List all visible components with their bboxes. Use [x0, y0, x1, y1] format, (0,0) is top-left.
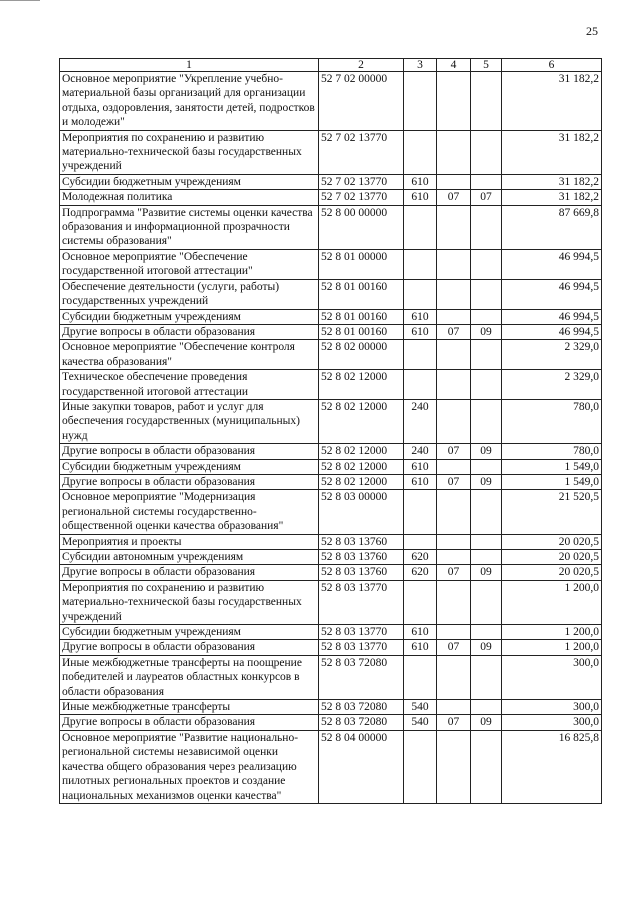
- row-expense-type-cell: [404, 279, 437, 309]
- row-subsection-cell: 09: [471, 640, 502, 655]
- row-code-cell: 52 8 01 00160: [319, 309, 404, 324]
- row-name-cell: Другие вопросы в области образования: [60, 324, 319, 339]
- row-code-cell: 52 8 03 13760: [319, 550, 404, 565]
- row-expense-type-cell: 240: [404, 444, 437, 459]
- row-expense-type-cell: 610: [404, 625, 437, 640]
- row-expense-type-cell: 610: [404, 474, 437, 489]
- column-header-3: 3: [404, 59, 437, 72]
- row-subsection-cell: [471, 205, 502, 249]
- row-amount-cell: 20 020,5: [502, 534, 602, 549]
- row-name-cell: Другие вопросы в области образования: [60, 565, 319, 580]
- row-section-cell: [437, 730, 471, 803]
- row-name-cell: Молодежная политика: [60, 190, 319, 205]
- row-subsection-cell: 09: [471, 444, 502, 459]
- table-row: [60, 550, 602, 565]
- row-name-cell: Техническое обеспечение проведения государственной итоговой аттестации: [60, 370, 319, 400]
- table-row: [60, 715, 602, 730]
- row-name-cell: Другие вопросы в области образования: [60, 444, 319, 459]
- row-amount-cell: 20 020,5: [502, 550, 602, 565]
- table-row: [60, 580, 602, 624]
- row-code-cell: 52 8 02 12000: [319, 444, 404, 459]
- row-amount-cell: 20 020,5: [502, 565, 602, 580]
- row-code-cell: 52 7 02 13770: [319, 130, 404, 174]
- row-name-cell: Субсидии бюджетным учреждениям: [60, 309, 319, 324]
- row-subsection-cell: 09: [471, 324, 502, 339]
- row-section-cell: [437, 340, 471, 370]
- row-code-cell: 52 8 01 00160: [319, 324, 404, 339]
- table-row: [60, 190, 602, 205]
- row-subsection-cell: [471, 490, 502, 534]
- row-code-cell: 52 8 00 00000: [319, 205, 404, 249]
- row-amount-cell: 16 825,8: [502, 730, 602, 803]
- row-subsection-cell: [471, 370, 502, 400]
- row-amount-cell: 1 200,0: [502, 625, 602, 640]
- row-amount-cell: 780,0: [502, 444, 602, 459]
- row-subsection-cell: [471, 700, 502, 715]
- row-subsection-cell: [471, 399, 502, 443]
- row-subsection-cell: [471, 655, 502, 699]
- row-code-cell: 52 8 02 12000: [319, 399, 404, 443]
- row-name-cell: Мероприятия и проекты: [60, 534, 319, 549]
- row-expense-type-cell: [404, 534, 437, 549]
- row-section-cell: 07: [437, 190, 471, 205]
- row-subsection-cell: [471, 279, 502, 309]
- row-name-cell: Субсидии бюджетным учреждениям: [60, 625, 319, 640]
- row-expense-type-cell: [404, 490, 437, 534]
- row-code-cell: 52 8 02 12000: [319, 474, 404, 489]
- row-section-cell: [437, 534, 471, 549]
- budget-table: [59, 58, 602, 804]
- table-row: [60, 459, 602, 474]
- table-body: [60, 72, 602, 804]
- row-code-cell: 52 8 03 72080: [319, 700, 404, 715]
- row-code-cell: 52 8 02 12000: [319, 370, 404, 400]
- row-name-cell: Основное мероприятие "Укрепление учебно-материальной базы организаций для организации отдыха, оздоровления, занятости детей, подростков и молодежи": [60, 72, 319, 131]
- row-expense-type-cell: [404, 730, 437, 803]
- table-row: [60, 249, 602, 279]
- row-name-cell: Иные межбюджетные трансферты: [60, 700, 319, 715]
- row-subsection-cell: [471, 309, 502, 324]
- row-section-cell: 07: [437, 444, 471, 459]
- column-header-1: 1: [60, 59, 319, 72]
- row-expense-type-cell: [404, 370, 437, 400]
- table-header-row: [60, 59, 602, 72]
- row-code-cell: 52 7 02 00000: [319, 72, 404, 131]
- row-section-cell: [437, 130, 471, 174]
- column-header-2: 2: [319, 59, 404, 72]
- row-expense-type-cell: [404, 249, 437, 279]
- row-amount-cell: 2 329,0: [502, 370, 602, 400]
- row-amount-cell: 46 994,5: [502, 324, 602, 339]
- scan-edge-line: [0, 0, 40, 1]
- row-subsection-cell: [471, 72, 502, 131]
- row-code-cell: 52 8 02 12000: [319, 459, 404, 474]
- row-subsection-cell: [471, 550, 502, 565]
- row-name-cell: Подпрограмма "Развитие системы оценки качества образования и информационной прозрачности системы образования": [60, 205, 319, 249]
- row-code-cell: 52 8 03 72080: [319, 655, 404, 699]
- row-code-cell: 52 8 03 13760: [319, 534, 404, 549]
- row-expense-type-cell: 610: [404, 640, 437, 655]
- row-subsection-cell: [471, 249, 502, 279]
- row-amount-cell: 46 994,5: [502, 249, 602, 279]
- row-expense-type-cell: 610: [404, 459, 437, 474]
- table-row: [60, 324, 602, 339]
- table-row: [60, 655, 602, 699]
- row-section-cell: 07: [437, 474, 471, 489]
- row-section-cell: [437, 550, 471, 565]
- table-row: [60, 279, 602, 309]
- row-expense-type-cell: 540: [404, 700, 437, 715]
- row-name-cell: Субсидии бюджетным учреждениям: [60, 459, 319, 474]
- row-section-cell: [437, 459, 471, 474]
- row-amount-cell: 31 182,2: [502, 190, 602, 205]
- row-subsection-cell: 09: [471, 715, 502, 730]
- row-expense-type-cell: 610: [404, 324, 437, 339]
- row-section-cell: [437, 174, 471, 189]
- table-row: [60, 640, 602, 655]
- row-amount-cell: 1 200,0: [502, 580, 602, 624]
- row-amount-cell: 300,0: [502, 655, 602, 699]
- row-name-cell: Другие вопросы в области образования: [60, 640, 319, 655]
- row-section-cell: [437, 309, 471, 324]
- table-row: [60, 444, 602, 459]
- row-amount-cell: 780,0: [502, 399, 602, 443]
- row-name-cell: Мероприятия по сохранению и развитию материально-технической базы государственных учреждений: [60, 130, 319, 174]
- row-amount-cell: 21 520,5: [502, 490, 602, 534]
- row-subsection-cell: [471, 580, 502, 624]
- row-expense-type-cell: [404, 130, 437, 174]
- row-name-cell: Иные межбюджетные трансферты на поощрение победителей и лауреатов областных конкурсов в области образования: [60, 655, 319, 699]
- row-name-cell: Субсидии автономным учреждениям: [60, 550, 319, 565]
- table-row: [60, 72, 602, 131]
- row-expense-type-cell: 620: [404, 550, 437, 565]
- row-amount-cell: 300,0: [502, 700, 602, 715]
- row-section-cell: 07: [437, 640, 471, 655]
- row-name-cell: Другие вопросы в области образования: [60, 715, 319, 730]
- row-section-cell: [437, 370, 471, 400]
- row-name-cell: Мероприятия по сохранению и развитию материально-технической базы государственных учреждений: [60, 580, 319, 624]
- row-amount-cell: 1 549,0: [502, 459, 602, 474]
- row-amount-cell: 31 182,2: [502, 72, 602, 131]
- row-amount-cell: 1 200,0: [502, 640, 602, 655]
- row-expense-type-cell: [404, 655, 437, 699]
- row-subsection-cell: [471, 625, 502, 640]
- row-subsection-cell: [471, 459, 502, 474]
- row-name-cell: Субсидии бюджетным учреждениям: [60, 174, 319, 189]
- page-number: 25: [586, 24, 598, 38]
- row-subsection-cell: 09: [471, 565, 502, 580]
- row-code-cell: 52 7 02 13770: [319, 174, 404, 189]
- row-subsection-cell: [471, 340, 502, 370]
- row-name-cell: Основное мероприятие "Обеспечение контроля качества образования": [60, 340, 319, 370]
- row-subsection-cell: [471, 730, 502, 803]
- row-code-cell: 52 8 03 13770: [319, 580, 404, 624]
- row-amount-cell: 300,0: [502, 715, 602, 730]
- table-row: [60, 534, 602, 549]
- row-section-cell: 07: [437, 715, 471, 730]
- table-row: [60, 205, 602, 249]
- row-name-cell: Другие вопросы в области образования: [60, 474, 319, 489]
- row-section-cell: [437, 72, 471, 131]
- column-header-4: 4: [437, 59, 471, 72]
- table-row: [60, 565, 602, 580]
- row-subsection-cell: [471, 130, 502, 174]
- row-section-cell: [437, 700, 471, 715]
- row-section-cell: [437, 490, 471, 534]
- row-name-cell: Основное мероприятие "Развитие национально-региональной системы независимой оценки качества общего образования через реализацию пилотных региональных проектов и создание национальных механизмов оценки качества": [60, 730, 319, 803]
- row-expense-type-cell: [404, 340, 437, 370]
- row-code-cell: 52 8 01 00160: [319, 279, 404, 309]
- row-section-cell: 07: [437, 565, 471, 580]
- row-code-cell: 52 8 01 00000: [319, 249, 404, 279]
- row-name-cell: Основное мероприятие "Модернизация региональной системы государственно-общественной оценки качества образования": [60, 490, 319, 534]
- row-code-cell: 52 7 02 13770: [319, 190, 404, 205]
- row-section-cell: 07: [437, 324, 471, 339]
- row-code-cell: 52 8 03 00000: [319, 490, 404, 534]
- row-section-cell: [437, 655, 471, 699]
- row-amount-cell: 87 669,8: [502, 205, 602, 249]
- row-section-cell: [437, 399, 471, 443]
- table-row: [60, 700, 602, 715]
- row-code-cell: 52 8 03 13770: [319, 640, 404, 655]
- table-row: [60, 309, 602, 324]
- table-row: [60, 340, 602, 370]
- table-row: [60, 130, 602, 174]
- row-subsection-cell: 09: [471, 474, 502, 489]
- column-header-6: 6: [502, 59, 602, 72]
- row-name-cell: Иные закупки товаров, работ и услуг для обеспечения государственных (муниципальных) нужд: [60, 399, 319, 443]
- row-amount-cell: 31 182,2: [502, 130, 602, 174]
- row-section-cell: [437, 279, 471, 309]
- row-section-cell: [437, 580, 471, 624]
- row-amount-cell: 46 994,5: [502, 309, 602, 324]
- row-expense-type-cell: [404, 580, 437, 624]
- row-expense-type-cell: 610: [404, 309, 437, 324]
- row-code-cell: 52 8 04 00000: [319, 730, 404, 803]
- row-section-cell: [437, 249, 471, 279]
- table-row: [60, 174, 602, 189]
- row-amount-cell: 31 182,2: [502, 174, 602, 189]
- row-code-cell: 52 8 03 72080: [319, 715, 404, 730]
- row-code-cell: 52 8 03 13760: [319, 565, 404, 580]
- row-amount-cell: 1 549,0: [502, 474, 602, 489]
- row-name-cell: Обеспечение деятельности (услуги, работы) государственных учреждений: [60, 279, 319, 309]
- table-row: [60, 474, 602, 489]
- row-section-cell: [437, 205, 471, 249]
- table-row: [60, 490, 602, 534]
- row-expense-type-cell: 610: [404, 190, 437, 205]
- row-subsection-cell: [471, 174, 502, 189]
- row-subsection-cell: 07: [471, 190, 502, 205]
- row-section-cell: [437, 625, 471, 640]
- table-row: [60, 370, 602, 400]
- row-subsection-cell: [471, 534, 502, 549]
- row-name-cell: Основное мероприятие "Обеспечение государственной итоговой аттестации": [60, 249, 319, 279]
- table-row: [60, 730, 602, 803]
- row-expense-type-cell: 620: [404, 565, 437, 580]
- row-expense-type-cell: 240: [404, 399, 437, 443]
- row-code-cell: 52 8 02 00000: [319, 340, 404, 370]
- row-expense-type-cell: 610: [404, 174, 437, 189]
- table-row: [60, 399, 602, 443]
- column-header-5: 5: [471, 59, 502, 72]
- row-expense-type-cell: 540: [404, 715, 437, 730]
- row-amount-cell: 2 329,0: [502, 340, 602, 370]
- table-row: [60, 625, 602, 640]
- row-amount-cell: 46 994,5: [502, 279, 602, 309]
- row-code-cell: 52 8 03 13770: [319, 625, 404, 640]
- row-expense-type-cell: [404, 72, 437, 131]
- row-expense-type-cell: [404, 205, 437, 249]
